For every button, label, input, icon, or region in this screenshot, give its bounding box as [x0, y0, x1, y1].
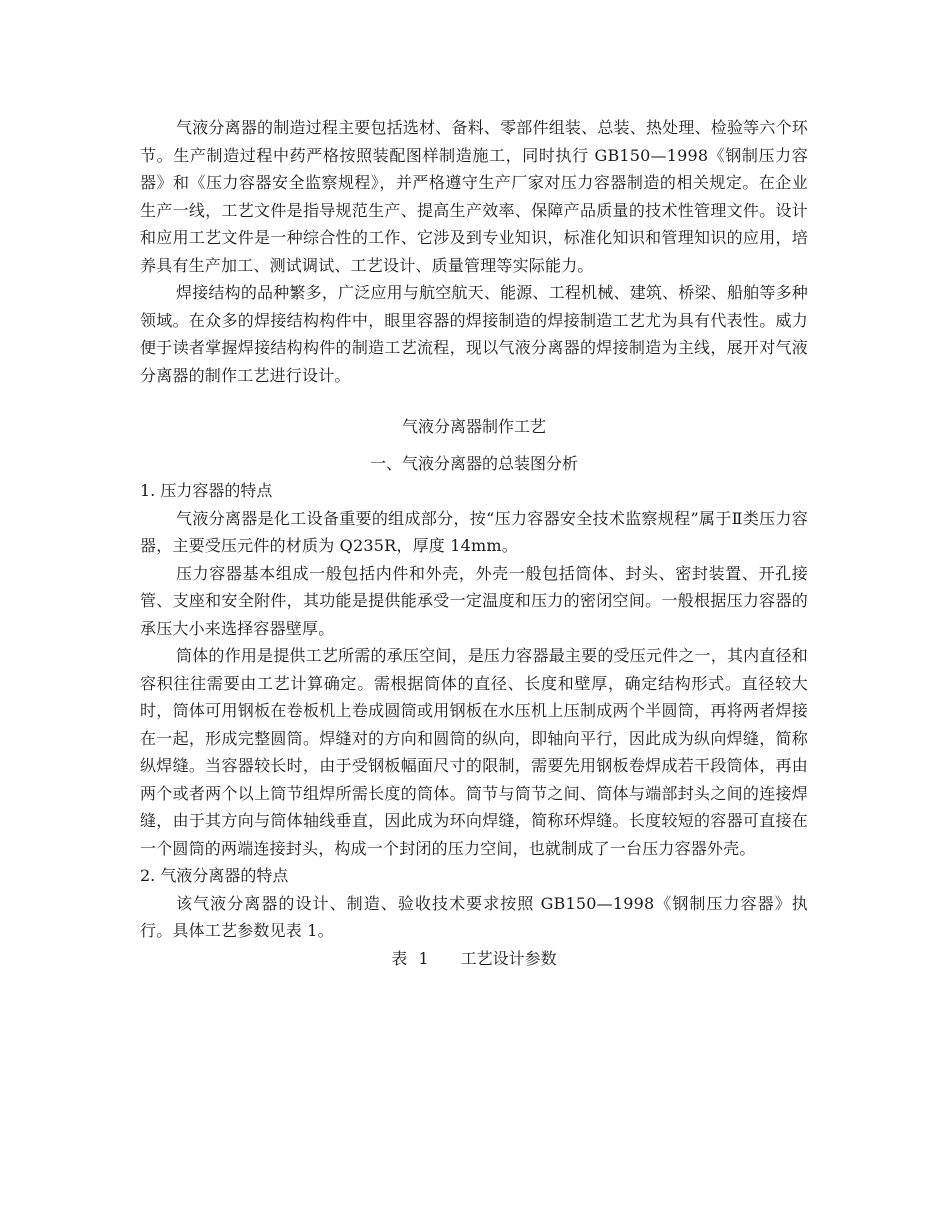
section1-paragraph-2: 压力容器基本组成一般包括内件和外壳，外壳一般包括筒体、封头、密封装置、开孔接管、支座和安全附件，其功能是提供能承受一定温度和压力的密闭空间。一般根据压力容器的承压大小来选择容器壁厚。: [140, 563, 808, 638]
intro-paragraph-2: 焊接结构的品种繁多，广泛应用与航空航天、能源、工程机械、建筑、桥梁、船舶等多种领域。在众多的焊接结构构件中，眼里容器的焊接制造的焊接制造工艺尤为具有代表性。威力便于读者掌握焊接结构构件的制造工艺流程，现以气液分离器的焊接制造为主线，展开对气液分离器的制作工艺进行设计。: [140, 283, 808, 385]
section1-paragraph-1: 气液分离器是化工设备重要的组成部分，按“压力容器安全技术监察规程”属于Ⅱ类压力容器，主要受压元件的材质为 Q235R，厚度 14mm。: [140, 508, 808, 555]
section1-paragraph-3: 筒体的作用是提供工艺所需的承压空间，是压力容器最主要的受压元件之一，其内直径和容积往往需要由工艺计算确定。需根据筒体的直径、长度和壁厚，确定结构形式。直径较大时，筒体可用钢板在卷板机上卷成圆筒或用钢板在水压机上压制成两个半圆筒，再将两者焊接在一起，形成完整圆筒。焊缝对的方向和圆筒的纵向，即轴向平行，因此成为纵向焊缝，简称纵焊缝。当容器较长时，由于受钢板幅面尺寸的限制，需要先用钢板卷焊成若干段筒体，再由两个或者两个以上筒节组焊所需长度的筒体。筒节与筒节之间、筒体与端部封头之间的连接焊缝，由于其方向与筒体轴线垂直，因此成为环向焊缝，简称环焊缝。长度较短的容器可直接在一个圆筒的两端连接封头，构成一个封闭的压力空间，也就制成了一台压力容器外壳。: [140, 646, 808, 858]
table-caption: 表 1 工艺设计参数: [391, 948, 557, 968]
section1-heading: 1. 压力容器的特点: [140, 481, 273, 500]
section2-heading: 2. 气液分离器的特点: [140, 866, 289, 885]
section2-paragraph-1: 该气液分离器的设计、制造、验收技术要求按照 GB150—1998《钢制压力容器》执行。具体工艺参数见表 1。: [140, 893, 808, 940]
section-title: 一、气液分离器的总装图分析: [369, 454, 578, 473]
intro-paragraph-1: 气液分离器的制造过程主要包括选材、备料、零部件组装、总装、热处理、检验等六个环节。生产制造过程中药严格按照装配图样制造施工，同时执行 GB150—1998《钢制压力容器》和《压力容器安全监察规程》，并严格遵守生产厂家对压力容器制造的相关规定。在企业生产一线，工艺文件是指导规范生产、提高生产效率、保障产品质量的技术性管理文件。设计和应用工艺文件是一种综合性的工作、它涉及到专业知识，标准化知识和管理知识的应用，培养具有生产加工、测试调试、工艺设计、质量管理等实际能力。: [140, 118, 808, 275]
document-page: [140, 114, 808, 972]
document-title: 气液分离器制作工艺: [401, 417, 546, 436]
